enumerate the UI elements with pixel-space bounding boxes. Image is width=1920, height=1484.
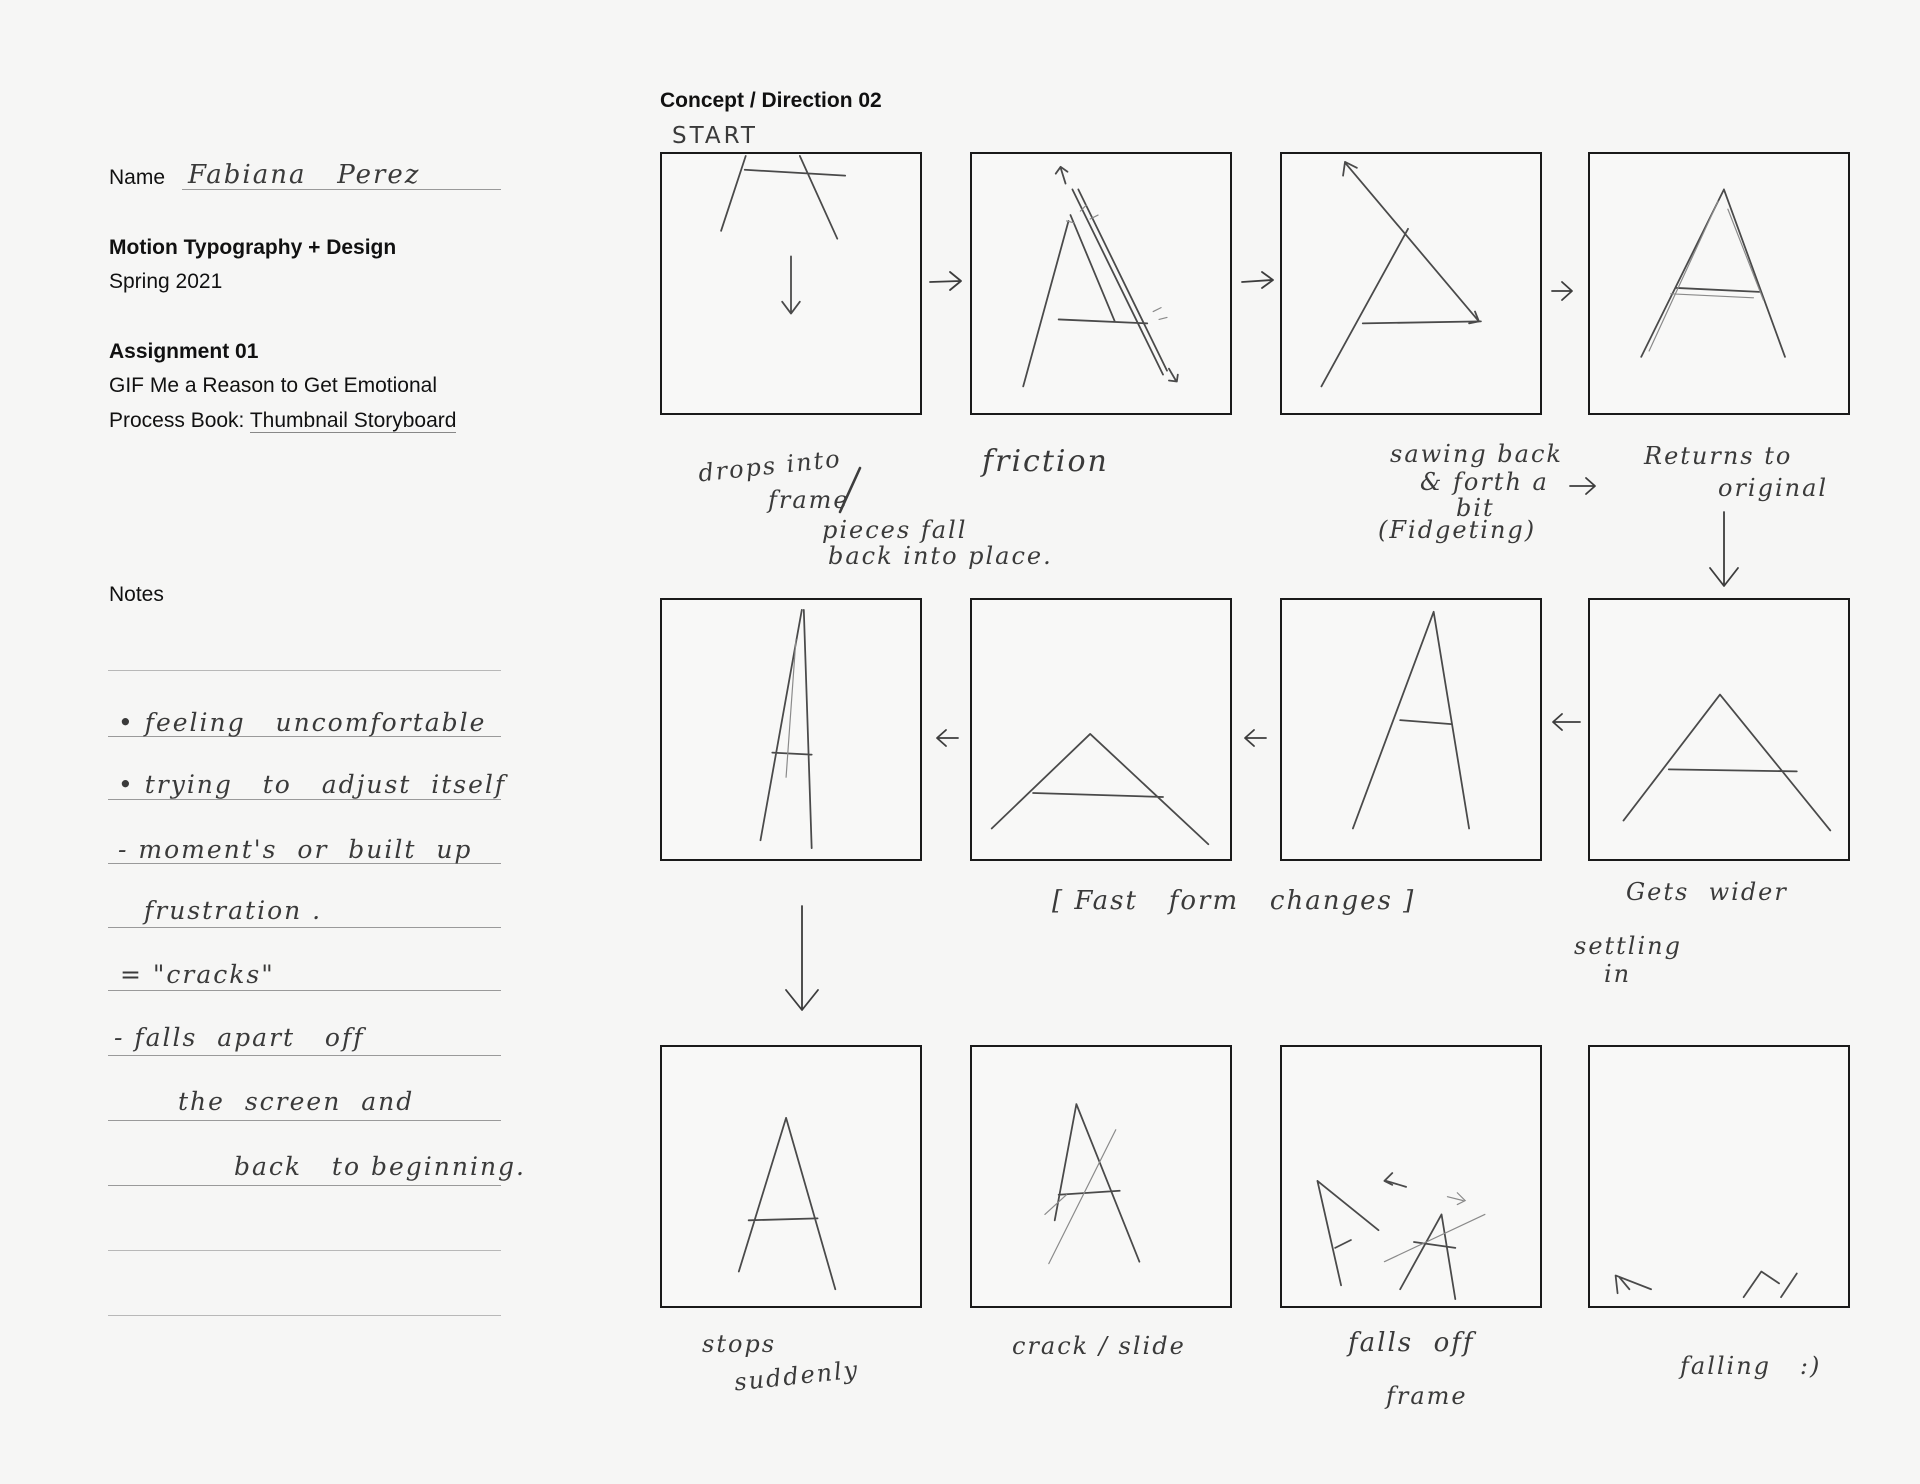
notes-rule xyxy=(108,927,501,928)
caption-sawing: sawing back xyxy=(1390,440,1563,468)
frame-12-falling xyxy=(1588,1045,1850,1308)
note-line: = "cracks" xyxy=(120,960,275,989)
frame-11-falls xyxy=(1280,1045,1542,1308)
letter-a-sketch xyxy=(972,1047,1230,1306)
frame-4-returns xyxy=(1588,152,1850,415)
note-line: the screen and xyxy=(178,1087,415,1116)
notes-rule xyxy=(108,1315,501,1316)
start-label: START xyxy=(672,123,758,149)
frame-7-narrow xyxy=(1280,598,1542,861)
caption-falling: falling :) xyxy=(1680,1352,1822,1380)
frame-6-wide xyxy=(970,598,1232,861)
process-value: Thumbnail Storyboard xyxy=(249,409,457,432)
frame-9-stops xyxy=(660,1045,922,1308)
process-label: Process Book: xyxy=(109,409,250,432)
caption-drops: drops into xyxy=(696,444,843,488)
caption-sawing-2: & forth a xyxy=(1420,468,1549,496)
letter-a-sketch xyxy=(662,1047,920,1306)
letter-a-sketch xyxy=(972,154,1230,413)
letter-a-sketch xyxy=(1282,154,1540,413)
notes-rule xyxy=(108,799,501,800)
arrow-right-icon xyxy=(928,268,964,294)
notes-rule xyxy=(108,1055,501,1056)
frame-2-friction xyxy=(970,152,1232,415)
letter-a-sketch xyxy=(662,154,920,413)
notes-heading: Notes xyxy=(109,583,164,606)
frame-5-tall xyxy=(660,598,922,861)
notes-rule xyxy=(108,1120,501,1121)
note-line: • feeling uncomfortable xyxy=(118,708,487,737)
storyboard-title: Concept / Direction 02 xyxy=(660,89,882,112)
letter-a-sketch xyxy=(1590,154,1848,413)
caption-falls-2: frame xyxy=(1386,1382,1468,1410)
arrow-down-icon xyxy=(780,904,824,1016)
caption-drops-2: frame xyxy=(768,486,850,514)
course-title: Motion Typography + Design xyxy=(109,236,397,259)
name-underline xyxy=(182,189,501,190)
frame-8-wider xyxy=(1588,598,1850,861)
note-line: - falls apart off xyxy=(114,1023,365,1052)
note-line: • trying to adjust itself xyxy=(118,770,507,799)
slash-mark xyxy=(834,466,864,516)
arrow-down-icon xyxy=(1702,510,1746,590)
caption-crack: crack / slide xyxy=(1012,1332,1186,1360)
arrow-left-icon xyxy=(934,726,962,750)
process-book-line xyxy=(109,409,456,433)
letter-a-sketch xyxy=(1590,1047,1848,1306)
caption-returns: Returns to xyxy=(1644,442,1793,470)
caption-settling-2: in xyxy=(1604,960,1632,988)
letter-a-sketch xyxy=(972,600,1230,859)
caption-friction: friction xyxy=(982,444,1109,479)
notes-rule xyxy=(108,990,501,991)
notes-rule xyxy=(108,670,501,671)
caption-wider: Gets wider xyxy=(1626,878,1788,906)
arrow-right-icon xyxy=(1240,268,1276,294)
caption-sawing-3: bit xyxy=(1456,494,1495,522)
frame-1-drop xyxy=(660,152,922,415)
letter-a-sketch xyxy=(1282,1047,1540,1306)
notes-rule xyxy=(108,1185,501,1186)
letter-a-sketch xyxy=(662,600,920,859)
arrow-right-icon xyxy=(1550,278,1576,304)
term: Spring 2021 xyxy=(109,270,223,293)
caption-pieces-2: back into place. xyxy=(828,542,1053,570)
assignment-title: GIF Me a Reason to Get Emotional xyxy=(109,374,437,397)
note-line: - moment's or built up xyxy=(118,835,473,864)
caption-fast-form: [ Fast form changes ] xyxy=(1052,886,1416,916)
caption-returns-2: original xyxy=(1718,474,1829,502)
assignment-label: Assignment 01 xyxy=(109,340,259,363)
caption-stops: stops xyxy=(702,1330,777,1358)
caption-settling: settling xyxy=(1574,932,1682,960)
notes-rule xyxy=(108,1250,501,1251)
arrow-left-icon xyxy=(1242,726,1270,750)
letter-a-sketch xyxy=(1282,600,1540,859)
name-label: Name xyxy=(109,166,166,189)
caption-stops-2: suddenly xyxy=(732,1355,861,1397)
caption-falls: falls off xyxy=(1348,1328,1475,1358)
frame-10-crack xyxy=(970,1045,1232,1308)
letter-a-sketch xyxy=(1590,600,1848,859)
arrow-right-icon xyxy=(1568,474,1598,498)
note-line: frustration . xyxy=(144,896,323,925)
note-line: back to beginning. xyxy=(234,1152,526,1181)
name-value: Fabiana Perez xyxy=(188,160,421,190)
arrow-left-icon xyxy=(1550,710,1584,734)
frame-3-sawing xyxy=(1280,152,1542,415)
caption-pieces: pieces fall xyxy=(822,516,968,544)
caption-sawing-4: (Fidgeting) xyxy=(1378,516,1537,544)
